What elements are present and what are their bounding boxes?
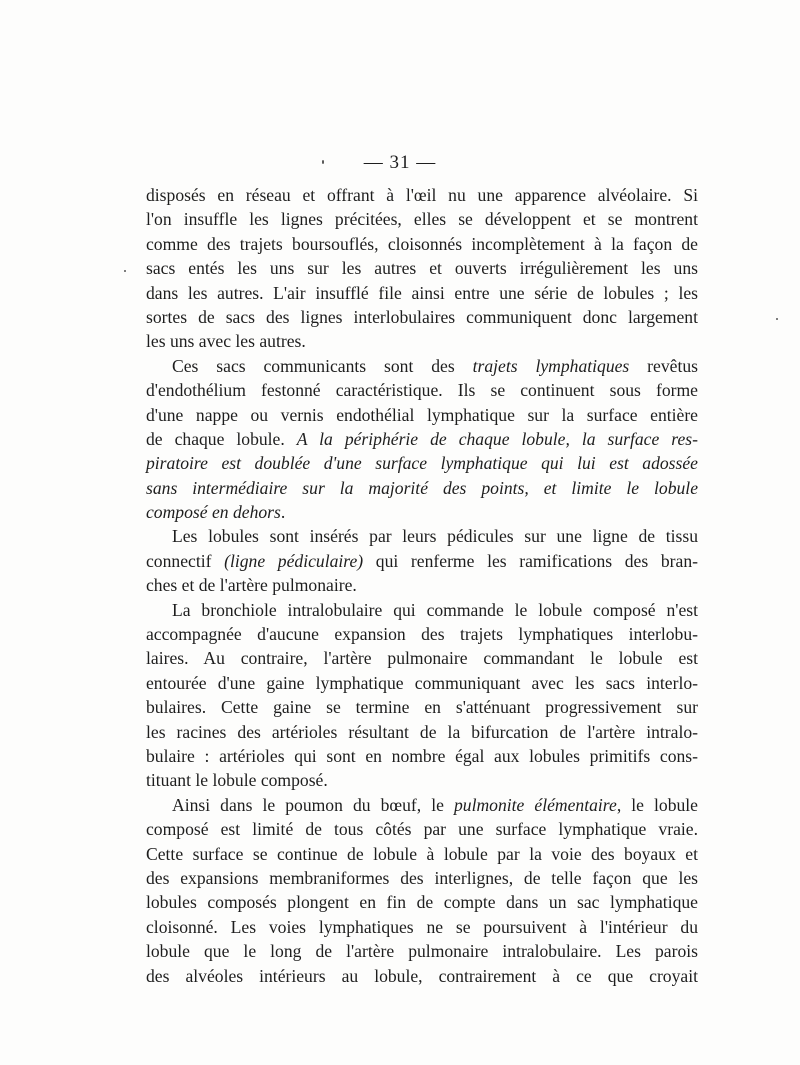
text-run: Les lobules sont insérés par leurs pédicules sur une ligne de tissu bbox=[172, 526, 698, 547]
text-line bbox=[146, 793, 698, 817]
italic-text: A la périphérie de chaque lobule, la surface res- bbox=[296, 428, 698, 449]
body-text bbox=[146, 183, 698, 988]
text-run: bulaire : artérioles qui sont en nombre égal aux lobules primitifs cons- bbox=[146, 745, 698, 766]
text-run: qui renferme les ramifications des bran- bbox=[363, 550, 698, 571]
italic-text: composé en dehors bbox=[146, 502, 281, 523]
text-line bbox=[146, 939, 698, 963]
text-run: l'on insuffle les lignes précitées, elles se développent et se montrent bbox=[146, 209, 698, 230]
text-run: Ces sacs communicants sont des bbox=[172, 355, 473, 376]
text-run: dans les autres. L'air insufflé file ainsi entre une série de lobules ; les bbox=[146, 282, 698, 303]
text-run: bulaires. Cette gaine se termine en s'atténuant progressivement sur bbox=[146, 697, 698, 718]
text-run: cloisonné. Les voies lymphatiques ne se poursuivent à l'intérieur du bbox=[146, 916, 698, 937]
text-line bbox=[146, 183, 698, 207]
text-line bbox=[146, 451, 698, 475]
text-run: d'endothélium festonné caractéristique. Ils se continuent sous forme bbox=[146, 380, 698, 401]
text-line bbox=[146, 622, 698, 646]
text-run: sacs entés les uns sur les autres et ouverts irrégulièrement les uns bbox=[146, 258, 698, 279]
text-run: Cette surface se continue de lobule à lobule par la voie des boyaux et bbox=[146, 843, 698, 864]
text-line bbox=[146, 329, 698, 353]
text-line bbox=[146, 695, 698, 719]
paragraph bbox=[146, 524, 698, 597]
text-line bbox=[146, 524, 698, 548]
text-run: accompagnée d'aucune expansion des trajets lymphatiques interlobu- bbox=[146, 624, 698, 645]
text-run: Ainsi dans le poumon du bœuf, le bbox=[172, 794, 454, 815]
text-line bbox=[146, 646, 698, 670]
text-line bbox=[146, 549, 698, 573]
italic-text: piratoire est doublée d'une surface lymphatique qui lui est adossée bbox=[146, 453, 698, 474]
text-line bbox=[146, 598, 698, 622]
text-run: La bronchiole intralobulaire qui commande le lobule composé n'est bbox=[172, 599, 698, 620]
paragraph bbox=[146, 793, 698, 988]
text-run: connectif bbox=[146, 550, 225, 571]
text-line bbox=[146, 842, 698, 866]
text-run: des expansions membraniformes des interlignes, de telle façon que les bbox=[146, 867, 698, 888]
page-number: — 31 — bbox=[363, 152, 437, 173]
text-line bbox=[146, 256, 698, 280]
text-line bbox=[146, 403, 698, 427]
paragraph bbox=[146, 183, 698, 354]
print-speck bbox=[124, 270, 126, 272]
text-line bbox=[146, 378, 698, 402]
text-run: revêtus bbox=[629, 355, 698, 376]
text-line bbox=[146, 427, 698, 451]
text-line bbox=[146, 768, 698, 792]
text-run: lobule que le long de l'artère pulmonaire intralobulaire. Les parois bbox=[146, 941, 698, 962]
text-line bbox=[146, 890, 698, 914]
text-line bbox=[146, 573, 698, 597]
text-run: les uns avec les autres. bbox=[146, 331, 306, 352]
text-run: composé est limité de tous côtés par une surface lymphatique vraie. bbox=[146, 819, 698, 840]
text-run: . bbox=[280, 502, 286, 523]
text-run: les racines des artérioles résultant de la bifurcation de l'artère intralo- bbox=[146, 721, 698, 742]
text-line bbox=[146, 207, 698, 231]
print-speck bbox=[776, 318, 778, 320]
text-run: lobules composés plongent en fin de compte dans un sac lymphatique bbox=[146, 892, 698, 913]
text-line bbox=[146, 866, 698, 890]
text-run: tituant le lobule composé. bbox=[146, 770, 328, 791]
text-line bbox=[146, 500, 698, 524]
paragraph bbox=[146, 354, 698, 525]
italic-text: trajets lymphatiques bbox=[472, 355, 630, 376]
text-line bbox=[146, 281, 698, 305]
paragraph bbox=[146, 598, 698, 793]
italic-text: sans intermédiaire sur la majorité des points, et limite le lobule bbox=[146, 477, 698, 498]
text-run: de chaque lobule. bbox=[146, 428, 297, 449]
text-run: , le lobule bbox=[616, 794, 698, 815]
text-line bbox=[146, 915, 698, 939]
text-line bbox=[146, 817, 698, 841]
text-line bbox=[146, 671, 698, 695]
text-run: ches et de l'artère pulmonaire. bbox=[146, 575, 357, 596]
text-line bbox=[146, 354, 698, 378]
text-run: laires. Au contraire, l'artère pulmonaire commandant le lobule est bbox=[146, 648, 698, 669]
italic-text: pulmonite élémentaire bbox=[453, 794, 617, 815]
text-run: sortes de sacs des lignes interlobulaires communiquent donc largement bbox=[146, 306, 698, 327]
text-line bbox=[146, 232, 698, 256]
italic-text: (ligne pédiculaire) bbox=[224, 550, 364, 571]
text-line bbox=[146, 720, 698, 744]
text-line bbox=[146, 744, 698, 768]
text-line bbox=[146, 964, 698, 988]
text-line bbox=[146, 476, 698, 500]
text-run: d'une nappe ou vernis endothélial lymphatique sur la surface entière bbox=[146, 404, 698, 425]
text-run: comme des trajets boursouflés, cloisonnés incomplètement à la façon de bbox=[146, 233, 698, 254]
text-run: disposés en réseau et offrant à l'œil nu une apparence alvéolaire. Si bbox=[146, 185, 698, 205]
text-run: entourée d'une gaine lymphatique communiquant avec les sacs interlo- bbox=[146, 672, 698, 693]
text-line bbox=[146, 305, 698, 329]
text-run: des alvéoles intérieurs au lobule, contrairement à ce que croyait bbox=[146, 965, 698, 986]
